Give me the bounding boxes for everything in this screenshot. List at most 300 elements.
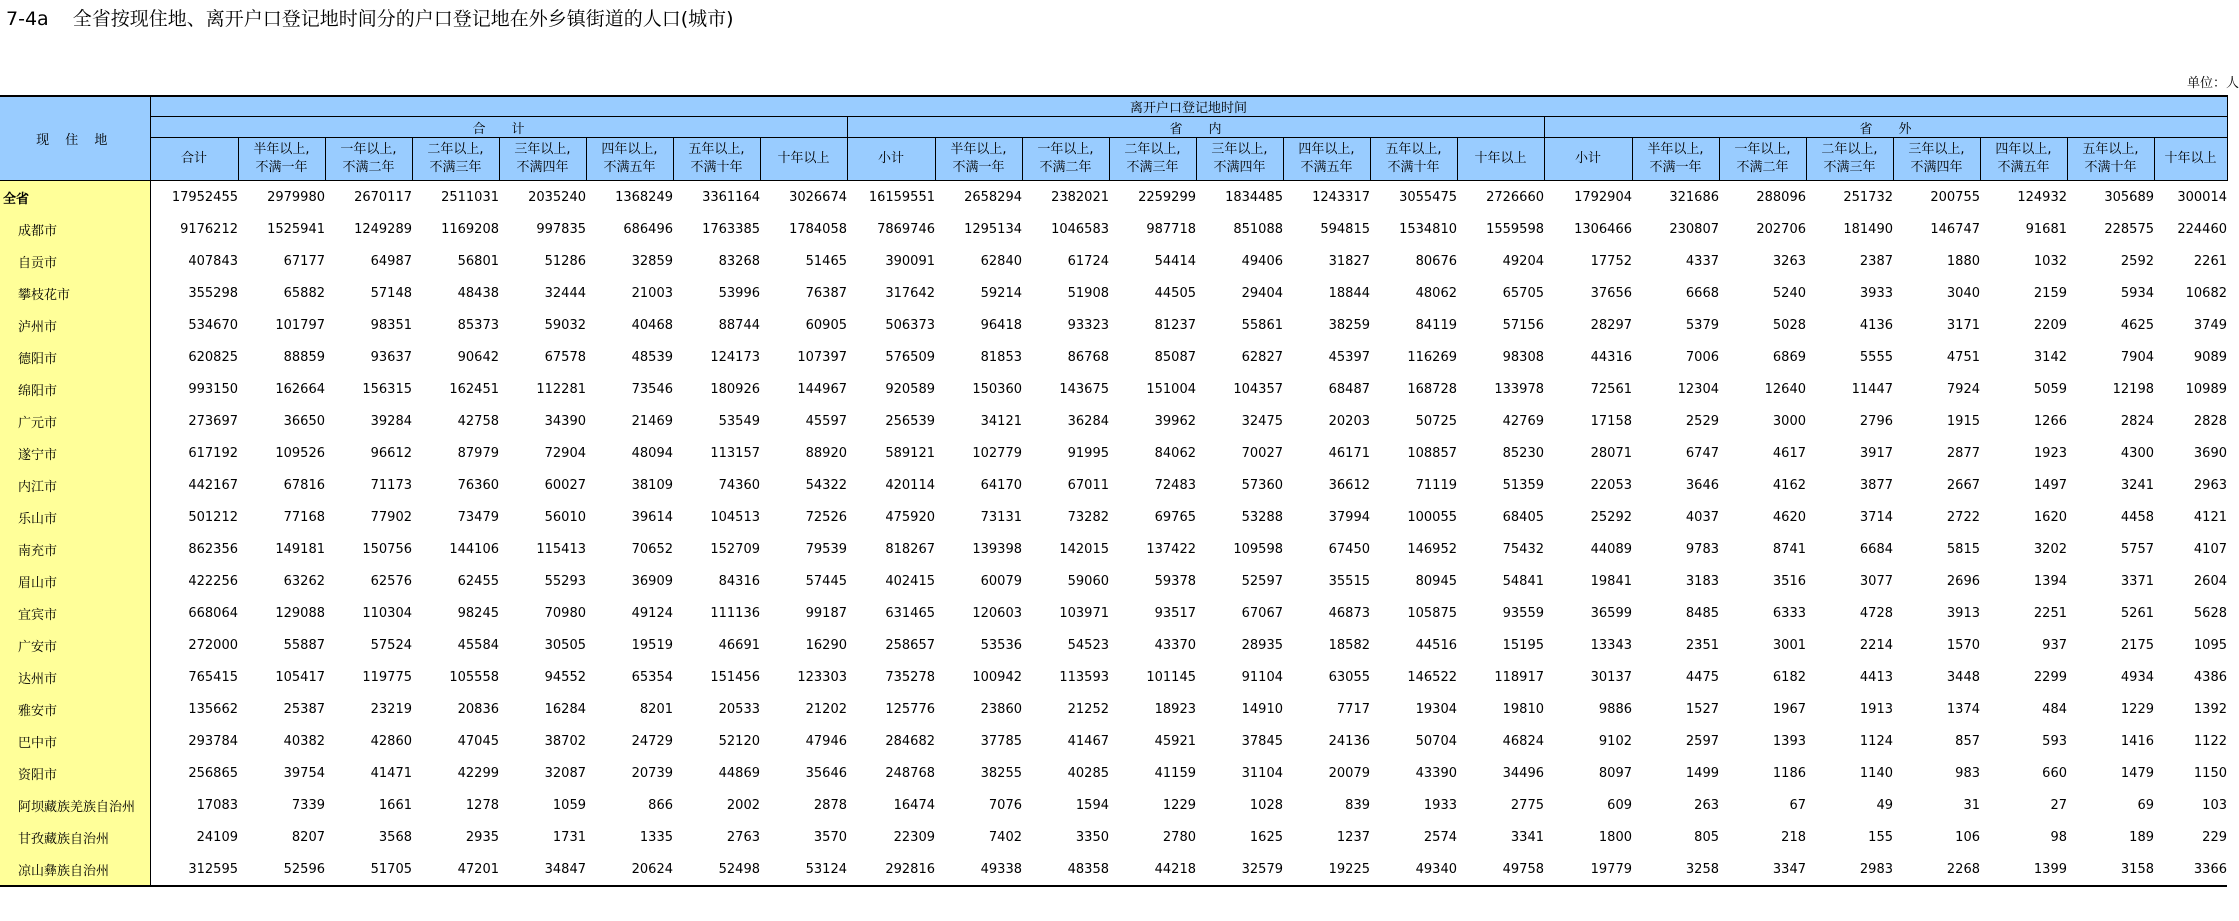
table-cell: 7717 [1336, 701, 1370, 717]
table-cell: 30137 [1590, 669, 1632, 685]
table-cell: 2780 [1162, 829, 1196, 845]
column-header-line: 不满四年 [1910, 160, 1963, 175]
row-label: 巴中市 [0, 725, 150, 757]
column-header-line: 十年以上 [2164, 151, 2217, 166]
table-cell: 1278 [465, 797, 499, 813]
row-label: 达州市 [0, 661, 150, 693]
table-cell: 1028 [1249, 797, 1283, 813]
table-cell: 2979980 [267, 189, 325, 205]
table-cell: 144106 [449, 541, 499, 557]
table-code: 7-4a [6, 8, 49, 30]
row-label: 资阳市 [0, 757, 150, 789]
column-header-line: 不满三年 [429, 160, 482, 175]
table-row [0, 853, 2227, 886]
table-cell: 631465 [885, 605, 935, 621]
table-cell: 4728 [1859, 605, 1893, 621]
table-cell: 1229 [2120, 701, 2154, 717]
table-cell: 146952 [1407, 541, 1457, 557]
table-cell: 2696 [1946, 573, 1980, 589]
table-row [0, 437, 2227, 469]
column-header-line: 四年以上, [601, 142, 658, 157]
table-cell: 60027 [544, 477, 586, 493]
table-cell: 52498 [673, 853, 760, 886]
table-cell: 90642 [457, 349, 499, 365]
table-cell: 12198 [2112, 381, 2154, 397]
table-cell: 93323 [1067, 317, 1109, 333]
table-cell: 3001 [1772, 637, 1806, 653]
table-cell: 2667 [1946, 477, 1980, 493]
table-cell: 21202 [805, 701, 847, 717]
table-cell: 62840 [980, 253, 1022, 269]
table-cell: 16159551 [868, 189, 935, 205]
table-cell: 54414 [1154, 253, 1196, 269]
row-label: 德阳市 [0, 341, 150, 373]
table-cell: 37994 [1328, 509, 1370, 525]
table-cell: 36284 [1067, 413, 1109, 429]
table-cell: 501212 [188, 509, 238, 525]
residence-header [0, 96, 150, 181]
table-row [0, 373, 2227, 405]
table-cell: 263 [1694, 797, 1719, 813]
table-cell: 3690 [2193, 445, 2227, 461]
table-cell: 63055 [1328, 669, 1370, 685]
table-cell: 52597 [1241, 573, 1283, 589]
table-cell: 248768 [885, 765, 935, 781]
table-cell: 3258 [1632, 853, 1719, 886]
table-cell: 110304 [362, 605, 412, 621]
table-cell: 64170 [980, 477, 1022, 493]
table-cell: 51705 [325, 853, 412, 886]
table-cell: 64987 [370, 253, 412, 269]
table-cell: 35515 [1328, 573, 1370, 589]
column-header-line: 不满十年 [690, 160, 743, 175]
table-cell: 19841 [1590, 573, 1632, 589]
table-cell: 16290 [805, 637, 847, 653]
table-cell: 25292 [1590, 509, 1632, 525]
column-header [1283, 138, 1370, 181]
column-header-line: 半年以上, [950, 142, 1007, 157]
row-label: 南充市 [0, 533, 150, 565]
table-cell: 57360 [1241, 477, 1283, 493]
table-cell: 162451 [449, 381, 499, 397]
table-cell: 12640 [1764, 381, 1806, 397]
table-cell: 62455 [457, 573, 499, 589]
table-cell: 45397 [1328, 349, 1370, 365]
table-cell: 21252 [1067, 701, 1109, 717]
column-header-line: 十年以上 [1474, 151, 1527, 166]
column-header [1632, 138, 1719, 181]
table-cell: 60905 [805, 317, 847, 333]
table-cell: 34390 [544, 413, 586, 429]
table-row [0, 309, 2227, 341]
table-cell: 1368249 [615, 189, 673, 205]
table-cell: 108857 [1407, 445, 1457, 461]
table-cell: 93637 [370, 349, 412, 365]
table-cell: 53536 [980, 637, 1022, 653]
table-cell: 42769 [1502, 413, 1544, 429]
table-cell: 4037 [1685, 509, 1719, 525]
row-label: 广安市 [0, 629, 150, 661]
table-cell: 63262 [283, 573, 325, 589]
table-cell: 36599 [1590, 605, 1632, 621]
column-header-line: 四年以上, [1298, 142, 1355, 157]
table-cell: 57148 [370, 285, 412, 301]
table-row [0, 757, 2227, 789]
table-cell: 8207 [291, 829, 325, 845]
table-cell: 51465 [805, 253, 847, 269]
column-header-line: 小计 [1574, 151, 1601, 166]
column-header-line: 五年以上, [2082, 142, 2139, 157]
table-cell: 589121 [885, 445, 935, 461]
table-cell: 1237 [1336, 829, 1370, 845]
table-cell: 765415 [188, 669, 238, 685]
table-cell: 3158 [2067, 853, 2154, 886]
row-label: 宜宾市 [0, 597, 150, 629]
table-cell: 6333 [1772, 605, 1806, 621]
table-cell: 3142 [2033, 349, 2067, 365]
column-header-line: 不满二年 [1736, 160, 1789, 175]
table-cell: 5815 [1946, 541, 1980, 557]
table-cell: 31827 [1328, 253, 1370, 269]
table-cell: 115413 [536, 541, 586, 557]
table-cell: 1559598 [1486, 221, 1544, 237]
table-cell: 1124 [1859, 733, 1893, 749]
table-cell: 3371 [2120, 573, 2154, 589]
table-cell: 576509 [885, 349, 935, 365]
table-cell: 593 [2042, 733, 2067, 749]
table-cell: 106 [1955, 829, 1980, 845]
table-cell: 9886 [1598, 701, 1632, 717]
table-cell: 2963 [2193, 477, 2227, 493]
table-cell: 27 [2050, 797, 2067, 813]
table-cell: 34496 [1502, 765, 1544, 781]
table-cell: 2983 [1806, 853, 1893, 886]
table-cell: 1731 [552, 829, 586, 845]
table-cell: 2382021 [1051, 189, 1109, 205]
table-cell: 43390 [1415, 765, 1457, 781]
table-cell: 45597 [805, 413, 847, 429]
row-label: 乐山市 [0, 501, 150, 533]
table-title-text: 全省按现住地、离开户口登记地时间分的户口登记地在外乡镇街道的人口(城市) [72, 8, 734, 30]
table-cell: 32475 [1241, 413, 1283, 429]
table-cell: 60079 [980, 573, 1022, 589]
table-cell: 105875 [1407, 605, 1457, 621]
table-cell: 31104 [1241, 765, 1283, 781]
table-cell: 2387 [1859, 253, 1893, 269]
row-label: 阿坝藏族羌族自治州 [0, 789, 150, 821]
table-cell: 1479 [2120, 765, 2154, 781]
table-cell: 18923 [1154, 701, 1196, 717]
table-cell: 6684 [1859, 541, 1893, 557]
table-row [0, 629, 2227, 661]
table-cell: 151456 [710, 669, 760, 685]
table-cell: 74360 [718, 477, 760, 493]
table-cell: 18844 [1328, 285, 1370, 301]
column-header [1370, 138, 1457, 181]
table-cell: 9176212 [180, 221, 238, 237]
table-cell: 50704 [1415, 733, 1457, 749]
table-cell: 49338 [935, 853, 1022, 886]
column-header [1457, 138, 1544, 181]
table-cell: 1095 [2193, 637, 2227, 653]
table-cell: 68405 [1502, 509, 1544, 525]
table-cell: 2529 [1685, 413, 1719, 429]
table-cell: 9783 [1685, 541, 1719, 557]
row-label: 广元市 [0, 405, 150, 437]
table-cell: 87979 [457, 445, 499, 461]
table-cell: 229 [2202, 829, 2227, 845]
table-cell: 112281 [536, 381, 586, 397]
table-cell: 7402 [988, 829, 1022, 845]
table-cell: 1393 [1772, 733, 1806, 749]
table-cell: 4458 [2120, 509, 2154, 525]
table-cell: 5028 [1772, 317, 1806, 333]
table-cell: 272000 [188, 637, 238, 653]
table-cell: 49406 [1241, 253, 1283, 269]
table-cell: 76387 [805, 285, 847, 301]
table-cell: 12304 [1677, 381, 1719, 397]
table-cell: 1525941 [267, 221, 325, 237]
column-header [2154, 138, 2227, 181]
table-cell: 168728 [1407, 381, 1457, 397]
table-cell: 7869746 [877, 221, 935, 237]
table-cell: 72904 [544, 445, 586, 461]
column-header-line: 二年以上, [427, 142, 484, 157]
table-cell: 98 [2050, 829, 2067, 845]
table-cell: 48062 [1415, 285, 1457, 301]
column-header [325, 138, 412, 181]
table-cell: 3350 [1075, 829, 1109, 845]
table-cell: 256539 [885, 413, 935, 429]
column-header [760, 138, 847, 181]
table-cell: 91995 [1067, 445, 1109, 461]
table-cell: 81853 [980, 349, 1022, 365]
table-cell: 19810 [1502, 701, 1544, 717]
table-cell: 1059 [552, 797, 586, 813]
column-header [1893, 138, 1980, 181]
table-cell: 862356 [188, 541, 238, 557]
table-cell: 8201 [639, 701, 673, 717]
column-header-line: 一年以上, [1734, 142, 1791, 157]
table-cell: 101797 [275, 317, 325, 333]
group-header-2: 省 内 [847, 117, 1544, 138]
column-header-line: 不满一年 [952, 160, 1005, 175]
table-cell: 120603 [972, 605, 1022, 621]
column-header-line: 小计 [877, 151, 904, 166]
table-cell: 94552 [544, 669, 586, 685]
table-cell: 149181 [275, 541, 325, 557]
table-cell: 24729 [631, 733, 673, 749]
table-cell: 6869 [1772, 349, 1806, 365]
table-cell: 84062 [1154, 445, 1196, 461]
table-cell: 2261 [2193, 253, 2227, 269]
table-cell: 251732 [1843, 189, 1893, 205]
table-cell: 17083 [196, 797, 238, 813]
table-cell: 30505 [544, 637, 586, 653]
table-cell: 28935 [1241, 637, 1283, 653]
table-cell: 312595 [150, 853, 238, 886]
table-cell: 402415 [885, 573, 935, 589]
table-cell: 2002 [726, 797, 760, 813]
table-cell: 2828 [2193, 413, 2227, 429]
column-header-line: 四年以上, [1995, 142, 2052, 157]
table-cell: 10682 [2185, 285, 2227, 301]
table-cell: 59214 [980, 285, 1022, 301]
table-cell: 48094 [631, 445, 673, 461]
table-cell: 46691 [718, 637, 760, 653]
table-cell: 28071 [1590, 445, 1632, 461]
table-row [0, 661, 2227, 693]
table-cell: 77168 [283, 509, 325, 525]
column-header [2067, 138, 2154, 181]
column-header-line: 半年以上, [253, 142, 310, 157]
table-row [0, 501, 2227, 533]
table-cell: 10989 [2185, 381, 2227, 397]
table-cell: 52596 [238, 853, 325, 886]
table-cell: 40382 [283, 733, 325, 749]
table-cell: 987718 [1146, 221, 1196, 237]
table-cell: 69 [2137, 797, 2154, 813]
table-cell: 230807 [1669, 221, 1719, 237]
table-cell: 390091 [885, 253, 935, 269]
table-cell: 2726660 [1486, 189, 1544, 205]
table-cell: 56801 [457, 253, 499, 269]
table-cell: 49340 [1370, 853, 1457, 886]
table-cell: 49124 [631, 605, 673, 621]
table-cell: 19304 [1415, 701, 1457, 717]
table-cell: 39284 [370, 413, 412, 429]
table-cell: 1834485 [1225, 189, 1283, 205]
column-header-line: 不满十年 [2084, 160, 2137, 175]
table-cell: 51908 [1067, 285, 1109, 301]
table-cell: 4617 [1772, 445, 1806, 461]
table-cell: 150756 [362, 541, 412, 557]
table-cell: 53549 [718, 413, 760, 429]
table-cell: 137422 [1146, 541, 1196, 557]
table-cell: 484 [2042, 701, 2067, 717]
table-cell: 1392 [2193, 701, 2227, 717]
table-cell: 851088 [1233, 221, 1283, 237]
table-cell: 2035240 [528, 189, 586, 205]
table-cell: 19519 [631, 637, 673, 653]
group-header-3: 省 外 [1544, 117, 2227, 138]
column-header [586, 138, 673, 181]
table-cell: 8485 [1685, 605, 1719, 621]
table-cell: 84316 [718, 573, 760, 589]
table-cell: 1497 [2033, 477, 2067, 493]
table-cell: 3183 [1685, 573, 1719, 589]
column-header-line: 不满二年 [1039, 160, 1092, 175]
table-cell: 1570 [1946, 637, 1980, 653]
table-cell: 4386 [2193, 669, 2227, 685]
table-cell: 16474 [893, 797, 935, 813]
table-cell: 3040 [1946, 285, 1980, 301]
table-cell: 3570 [813, 829, 847, 845]
table-cell: 38259 [1328, 317, 1370, 333]
row-label: 自贡市 [0, 245, 150, 277]
table-cell: 3055475 [1399, 189, 1457, 205]
table-row [0, 213, 2227, 245]
table-cell: 54841 [1502, 573, 1544, 589]
table-cell: 146522 [1407, 669, 1457, 685]
table-cell: 20203 [1328, 413, 1370, 429]
table-cell: 37656 [1590, 285, 1632, 301]
table-cell: 2511031 [441, 189, 499, 205]
table-cell: 5757 [2120, 541, 2154, 557]
table-cell: 5379 [1685, 317, 1719, 333]
row-label: 甘孜藏族自治州 [0, 821, 150, 853]
table-cell: 1499 [1685, 765, 1719, 781]
table-cell: 104357 [1233, 381, 1283, 397]
table-cell: 85087 [1154, 349, 1196, 365]
table-cell: 1306466 [1574, 221, 1632, 237]
table-cell: 44089 [1590, 541, 1632, 557]
table-cell: 59032 [544, 317, 586, 333]
table-cell: 135662 [188, 701, 238, 717]
table-cell: 91681 [2025, 221, 2067, 237]
table-cell: 19225 [1283, 853, 1370, 886]
table-cell: 1374 [1946, 701, 1980, 717]
table-cell: 2775 [1510, 797, 1544, 813]
table-cell: 129088 [275, 605, 325, 621]
table-cell: 96418 [980, 317, 1022, 333]
column-header-line: 不满五年 [603, 160, 656, 175]
column-header-line: 不满三年 [1823, 160, 1876, 175]
column-header [412, 138, 499, 181]
table-cell: 3077 [1859, 573, 1893, 589]
table-cell: 65705 [1502, 285, 1544, 301]
column-header [1544, 138, 1632, 181]
table-cell: 101145 [1146, 669, 1196, 685]
column-header-line: 一年以上, [340, 142, 397, 157]
table-cell: 3714 [1859, 509, 1893, 525]
table-cell: 67067 [1241, 605, 1283, 621]
row-label: 泸州市 [0, 309, 150, 341]
table-cell: 3361164 [702, 189, 760, 205]
table-cell: 3877 [1859, 477, 1893, 493]
table-cell: 300014 [2177, 189, 2227, 205]
table-cell: 133978 [1494, 381, 1544, 397]
table-cell: 65882 [283, 285, 325, 301]
table-cell: 55887 [283, 637, 325, 653]
table-cell: 2722 [1946, 509, 1980, 525]
table-cell: 55293 [544, 573, 586, 589]
table-row [0, 597, 2227, 629]
table-cell: 36650 [283, 413, 325, 429]
column-header [238, 138, 325, 181]
table-cell: 2597 [1685, 733, 1719, 749]
table-cell: 9089 [2193, 349, 2227, 365]
table-cell: 2268 [1893, 853, 1980, 886]
table-cell: 3171 [1946, 317, 1980, 333]
table-cell: 983 [1955, 765, 1980, 781]
table-cell: 218 [1781, 829, 1806, 845]
table-cell: 93559 [1502, 605, 1544, 621]
table-cell: 38255 [980, 765, 1022, 781]
table-cell: 68487 [1328, 381, 1370, 397]
column-header-line: 不满一年 [255, 160, 308, 175]
table-cell: 3366 [2154, 853, 2227, 886]
table-cell: 993150 [188, 381, 238, 397]
table-cell: 321686 [1669, 189, 1719, 205]
table-cell: 67177 [283, 253, 325, 269]
table-cell: 1266 [2033, 413, 2067, 429]
row-label: 遂宁市 [0, 437, 150, 469]
table-cell: 1933 [1423, 797, 1457, 813]
table-cell: 32859 [631, 253, 673, 269]
column-header-line: 五年以上, [688, 142, 745, 157]
table-cell: 17158 [1590, 413, 1632, 429]
